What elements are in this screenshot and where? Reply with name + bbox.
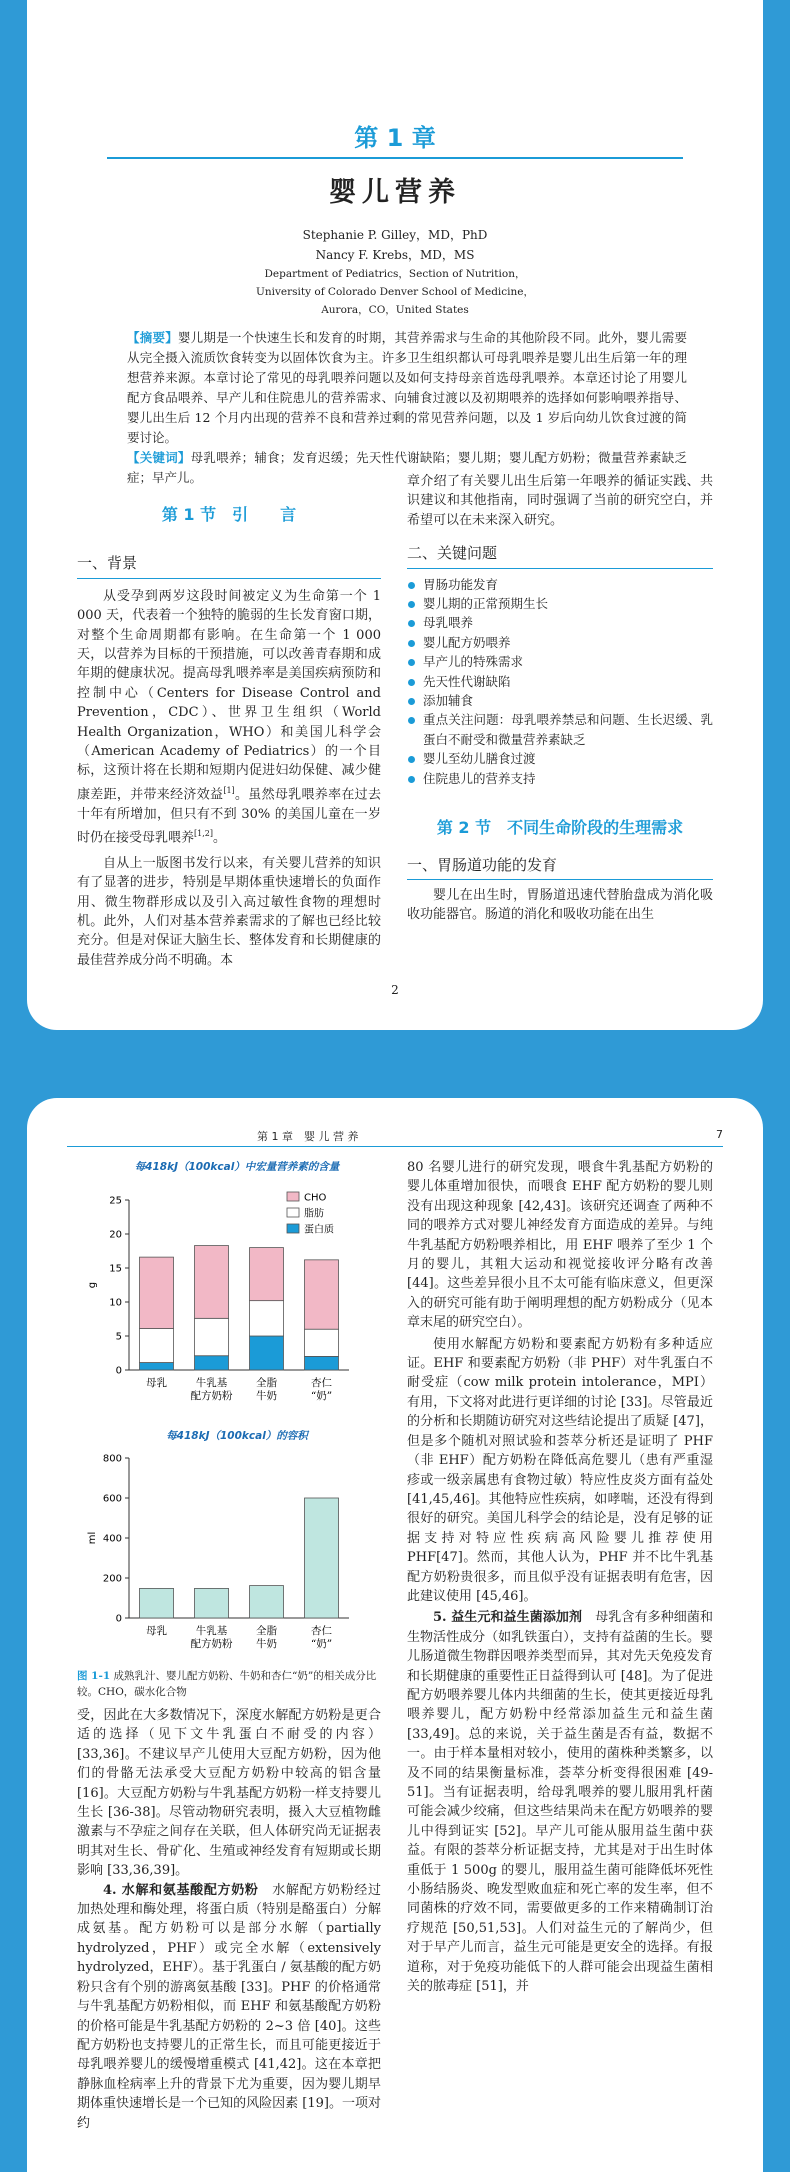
list-item: 早产儿的特殊需求 <box>407 652 713 671</box>
x-tick-label: “奶” <box>310 1390 333 1402</box>
subsection-key-issues-title: 二、关键问题 <box>407 544 498 563</box>
legend-swatch <box>287 1208 299 1217</box>
y-tick-label: 600 <box>102 1493 122 1505</box>
x-tick-label: “奶” <box>310 1638 333 1650</box>
bar-脂肪 <box>305 1329 339 1356</box>
bar-蛋白质 <box>305 1356 339 1370</box>
paragraph-study: 80 名婴儿进行的研究发现，喂食牛乳基配方奶粉的婴儿体重增加很快，而喂食 EHF 配方奶粉的婴儿则没有出现这种现象 [42,43]。该研究还调查了两种不同的喂养方式对婴儿神经发育方面造成的差异。与纯牛乳基配方奶粉喂养相比，用 EHF 喂养了至少 1 个月的婴儿，其粗大运动和视觉接收评分略有改善 [44]。这些差异很小且不太可能有临床意义，但更深入的研究可能有助于阐明理想的配方奶粉成分（见本章末尾的研究空白）。 <box>407 1160 713 1331</box>
list-item: 重点关注问题：母乳喂养禁忌和问题、生长迟缓、乳蛋白不耐受和微量营养素缺乏 <box>407 710 713 749</box>
affiliation-line-2: University of Colorado Denver School of Medicine， <box>256 286 534 298</box>
bar-value <box>305 1498 339 1618</box>
left-column <box>77 505 381 970</box>
x-tick-label: 母乳 <box>146 1625 167 1637</box>
bar-脂肪 <box>250 1301 284 1336</box>
y-tick-label: 15 <box>109 1263 122 1275</box>
legend-label: CHO <box>304 1192 327 1204</box>
header-title: 第 1 章 婴 儿 营 养 <box>257 1130 359 1143</box>
affiliation-line-3: Aurora，CO，United States <box>321 304 469 316</box>
x-tick-label: 杏仁 <box>311 1377 332 1389</box>
legend-swatch <box>287 1224 299 1233</box>
y-axis-label: ml <box>87 1531 98 1545</box>
macronutrient-chart <box>77 1190 377 1410</box>
key-issues-list <box>407 575 713 788</box>
x-tick-label: 牛奶 <box>256 1390 277 1402</box>
y-tick-label: 10 <box>109 1297 122 1309</box>
paragraph-indications: 使用水解配方奶粉和要素配方奶粉有多种适应证。EHF 和要素配方奶粉（非 PHF）对牛乳蛋白不耐受症（cow milk protein intolerance，MPI）有用，下文将对此进行更详细的讨论 [33]。尽管最近的分析和长期随访研究对这些结论提出了质疑 [47]，但是多个随机对照试验和荟萃分析还是证明了 PHF（非 EHF）配方奶粉在降低高危婴儿（患有严重湿疹或一级亲属患有食物过敏）特应性皮炎方面有益处 [41,45,46]。其他特应性疾病，如哮喘，还没有得到很好的研究。美国儿科学会的结论是，没有足够的证据支持对特应性疾病高风险婴儿推荐使用 PHF[47]。然而，其他人认为，PHF 并不比牛乳基配方奶粉贵很多，而且似乎没有证据表明有危害，因此建议使用 [45,46]。 <box>407 1336 713 1604</box>
list-item: 添加辅食 <box>407 691 713 710</box>
bar-value <box>195 1588 229 1618</box>
affiliation-line-1: Department of Pediatrics，Section of Nutrition， <box>264 268 526 280</box>
x-tick-label: 牛乳基 <box>195 1625 228 1637</box>
y-axis-label: g <box>87 1281 98 1289</box>
y-tick-label: 25 <box>109 1195 122 1207</box>
section-2-title: 第 2 节 不同生命阶段的生理需求 <box>436 818 684 838</box>
subsection-gi-title: 一、胃肠道功能的发育 <box>407 855 558 874</box>
header-page-number: 7 <box>716 1128 723 1141</box>
bar-CHO <box>140 1257 174 1328</box>
bar-蛋白质 <box>140 1363 174 1370</box>
x-tick-label: 全脂 <box>256 1377 277 1389</box>
figure-caption-text: 成熟乳汁、婴儿配方奶粉、牛奶和杏仁“奶”的相关成分比较。CHO，碳水化合物 <box>77 1670 377 1698</box>
chapter-number: 第 1 章 <box>354 124 436 152</box>
paragraph-hydrolyzed: 4. 水解和氨基酸配方奶粉 水解配方奶粉经过加热处理和酶处理，将蛋白质（特别是酪蛋白）分解成氨基。配方奶粉可以是部分水解（partially hydrolyzed，PHF）或完全水解（extensively hydrolyzed，EHF）。基于乳蛋白 / 氨基酸的配方奶粉只含有个别的游离氨基酸 [33]。PHF 的价格通常与牛乳基配方奶粉相似，而 EHF 和氨基酸配方奶粉的价格可能是牛乳基配方奶粉的 2~3 倍 [40]。这些配方奶粉也支持婴儿的正常生长，而且可能更接近于母乳喂养婴儿的缓慢增重模式 [41,42]。这在本章把静脉血栓病率上升的背景下尤为重要，因为婴儿期早期体重快速增长是一个已知的风险因素 [19]。一项对约 <box>77 1882 381 2131</box>
page-2 <box>27 0 763 1030</box>
bar-CHO <box>250 1248 284 1301</box>
left-column <box>77 1706 381 2133</box>
paragraph-chapter-intro: 章介绍了有关婴儿出生后第一年喂养的循证实践、共识建议和其他指南，同时强调了当前的研究空白，并希望可以在未来深入研究。 <box>407 474 713 528</box>
y-tick-label: 200 <box>102 1573 122 1585</box>
abstract-block <box>127 328 687 488</box>
bar-脂肪 <box>195 1318 229 1355</box>
bar-value <box>250 1586 284 1618</box>
legend-label: 蛋白质 <box>304 1224 334 1236</box>
x-tick-label: 母乳 <box>146 1377 167 1389</box>
x-tick-label: 牛奶 <box>256 1638 277 1650</box>
heading-hydrolyzed: 4. 水解和氨基酸配方奶粉 <box>103 1882 259 1898</box>
page-number: 2 <box>391 983 399 997</box>
list-item: 住院患儿的营养支持 <box>407 769 713 788</box>
page-7 <box>27 1098 763 2172</box>
y-tick-label: 20 <box>109 1229 122 1241</box>
list-item: 胃肠功能发育 <box>407 575 713 594</box>
chapter-rule <box>107 157 683 159</box>
subsection-rule <box>407 568 713 569</box>
x-tick-label: 全脂 <box>256 1625 277 1637</box>
bar-CHO <box>305 1260 339 1329</box>
subsection-background-title: 一、背景 <box>77 554 138 573</box>
figure-1-1 <box>77 1158 377 1703</box>
list-item: 先天性代谢缺陷 <box>407 672 713 691</box>
abstract-label: 【摘要】 <box>127 330 178 345</box>
volume-chart <box>77 1448 377 1658</box>
list-item: 婴儿配方奶喂养 <box>407 633 713 652</box>
subsection-rule <box>77 578 381 579</box>
y-tick-label: 800 <box>102 1453 122 1465</box>
legend-label: 脂肪 <box>304 1208 324 1220</box>
paragraph-probiotics: 5. 益生元和益生菌添加剂 母乳含有多种细菌和生物活性成分（如乳铁蛋白），支持有益菌的生长。婴儿肠道微生物群因喂养类型而异，其对先天免疫发育和长期健康的重要性正日益得到认可 [48]。为了促进配方奶喂养婴儿体内共细菌的生长，使其更接近母乳喂养婴儿，配方奶粉中经常添加益生元和益生菌 [33,49]。总的来说，关于益生菌是否有益，数据不一。由于样本量相对较小，使用的菌株种类繁多，以及不同的结果衡量标准，荟萃分析变得很困难 [49-51]。当有证据表明，给母乳喂养的婴儿服用乳杆菌可能会减少绞痛，但这些结果尚未在配方奶喂养的婴儿中得到证实 [52]。早产儿可能从服用益生菌中获益。有限的荟萃分析证据支持，尤其是对于出生时体重低于 1 500g 的婴儿，服用益生菌可能降低坏死性小肠结肠炎、晚发型败血症和死亡率的发生率，但不同菌株的疗效不同，需要做更多的工作来精确制订治疗规范 [50,51,53]。人们对益生元的了解尚少，但对于早产儿而言，益生元可能是更安全的选择。有报道称，对于免疫功能低下的人群可能会出现益生菌相关的脓毒症 [51]，并 <box>407 1610 713 1995</box>
header-rule <box>67 1146 723 1147</box>
y-tick-label: 0 <box>115 1365 122 1377</box>
paragraph-background: 从受孕到两岁这段时间被定义为生命第一个 1 000 天，代表着一个独特的脆弱的生长发育窗口期，对整个生命周期都有影响。在生命第一个 1 000 天，以营养为目标的干预措施，可以改善青春期和成年期的健康状况。提高母乳喂养率是美国疾病预防和控制中心（Centers for Disease Control and Prevention，CDC）、世界卫生组织（World Health Organization，WHO）和美国儿科学会（American Academy of Pediatrics）的一个目标，这预计将在长期和短期内促进妇幼保健、减少健康差距，并带来经济效益[1]。虽然母乳喂养率在过去十年有所增加，但只有不到 30% 的美国儿童在一岁时仍在接受母乳喂养[1,2]。 <box>77 588 381 846</box>
list-item: 婴儿期的正常预期生长 <box>407 594 713 613</box>
paragraph-advances: 自从上一版图书发行以来，有关婴儿营养的知识有了显著的进步，特别是早期体重快速增长的负面作用、微生物群形成以及引入高过敏性食物的理想时机。此外，人们对基本营养素需求的了解也已经比较充分。但是对保证大脑生长、整体发育和长期健康的最佳营养成分尚不明确。本 <box>77 855 381 968</box>
right-column <box>407 472 713 925</box>
bar-蛋白质 <box>195 1356 229 1370</box>
bar-CHO <box>195 1246 229 1319</box>
y-tick-label: 0 <box>115 1613 122 1625</box>
keywords-label: 【关键词】 <box>127 450 191 465</box>
section-1-title: 第 1 节 引 言 <box>161 505 297 524</box>
y-tick-label: 400 <box>102 1533 122 1545</box>
paragraph-soy: 受，因此在大多数情况下，深度水解配方奶粉是更合适的选择（见下文牛乳蛋白不耐受的内容）[33,36]。不建议早产儿使用大豆配方奶粉，因为他们的骨骼无法承受大豆配方奶粉中较高的铝含量 [16]。大豆配方奶粉与牛乳基配方奶粉一样支持婴儿生长 [36-38]。尽管动物研究表明，摄入大豆植物雌激素与不孕症之间存在关联，但人体研究尚无证据表明其对生长、骨矿化、生殖或神经发育有短期或长期影响 [33,36,39]。 <box>77 1708 381 1879</box>
bar-脂肪 <box>140 1329 174 1363</box>
x-tick-label: 配方奶粉 <box>190 1638 233 1650</box>
right-column <box>407 1158 713 1996</box>
paragraph-gi: 婴儿在出生时，胃肠道迅速代替胎盘成为消化吸收功能器官。肠道的消化和吸收功能在出生 <box>407 887 713 923</box>
list-item: 婴儿至幼儿膳食过渡 <box>407 749 713 768</box>
x-tick-label: 牛乳基 <box>195 1377 228 1389</box>
author-1: Stephanie P. Gilley，MD，PhD <box>302 228 488 242</box>
x-tick-label: 配方奶粉 <box>190 1390 233 1402</box>
chart-1-title: 每418kJ（100kcal）中宏量营养素的含量 <box>134 1161 340 1173</box>
x-tick-label: 杏仁 <box>311 1625 332 1637</box>
y-tick-label: 5 <box>115 1331 122 1343</box>
author-2: Nancy F. Krebs，MD，MS <box>315 248 475 262</box>
chapter-title: 婴儿营养 <box>329 177 461 208</box>
keywords-text: 母乳喂养；辅食；发育迟缓；先天性代谢缺陷；婴儿期；婴儿配方奶粉；微量营养素缺乏症；早产儿。 <box>127 450 687 485</box>
abstract <box>127 328 687 448</box>
bar-蛋白质 <box>250 1336 284 1370</box>
subsection-rule <box>407 879 713 880</box>
bar-value <box>140 1588 174 1618</box>
figure-caption <box>77 1668 377 1700</box>
chart-2-title: 每418kJ（100kcal）的容积 <box>166 1430 308 1442</box>
legend-swatch <box>287 1192 299 1201</box>
figure-label: 图 1-1 <box>77 1670 111 1682</box>
abstract-text: 婴儿期是一个快速生长和发育的时期，其营养需求与生命的其他阶段不同。此外，婴儿需要从完全摄入流质饮食转变为以固体饮食为主。许多卫生组织都认可母乳喂养是婴儿出生后第一年的理想营养来源。本章讨论了常见的母乳喂养问题以及如何支持母亲首选母乳喂养。本章还讨论了用婴儿配方食品喂养、早产儿和住院患儿的营养需求、向辅食过渡以及初期喂养的选择如何影响喂养指导、婴儿出生后 12 个月内出现的营养不良和营养过剩的常见营养问题，以及 1 岁后向幼儿饮食过渡的简要讨论。 <box>127 330 687 445</box>
heading-probiotics: 5. 益生元和益生菌添加剂 <box>433 1610 583 1626</box>
list-item: 母乳喂养 <box>407 613 713 632</box>
